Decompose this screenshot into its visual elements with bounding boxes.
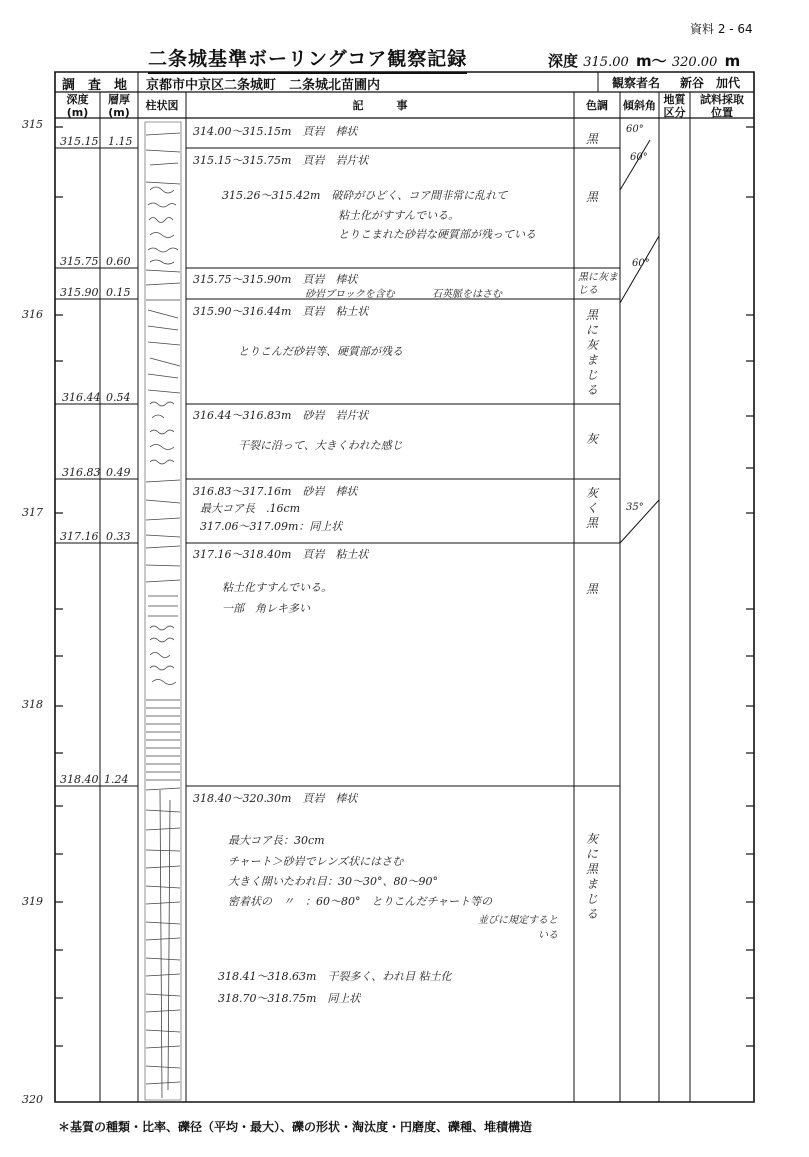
color-value: 黒に灰まじる xyxy=(578,272,618,296)
note-line: 318.40〜320.30m 頁岩 棒状 xyxy=(193,792,358,805)
layer-depth: 315.15 xyxy=(60,135,99,148)
note-line: 317.16〜318.40m 頁岩 粘土状 xyxy=(193,548,369,561)
layer-depth: 316.83 xyxy=(62,466,101,479)
color-value: 黒 xyxy=(585,190,598,204)
color-value: 黒に灰まじる xyxy=(585,308,598,397)
thickness-unit: (m) xyxy=(108,106,130,119)
depth-from-unit: m〜 xyxy=(635,52,667,70)
column-header-notes: 記 事 xyxy=(352,99,408,112)
column-header-thickness xyxy=(100,93,138,119)
depth-label: 深度 xyxy=(66,93,89,106)
margin-depth: 315 xyxy=(22,118,43,131)
layer-thickness: 0.49 xyxy=(106,466,131,479)
layer-depth: 315.90 xyxy=(60,286,99,299)
color-value: 黒 xyxy=(585,582,598,596)
column-header-sampling: 試料採取位置 xyxy=(700,93,744,119)
color-value: 灰に黒まじる xyxy=(585,832,598,921)
margin-depth: 319 xyxy=(22,895,43,908)
dip-angle: 60° xyxy=(630,152,648,163)
survey-site-label: 調 査 地 xyxy=(62,78,128,93)
note-line: 粘土化すすんでいる。 xyxy=(222,581,333,594)
layer-thickness: 1.24 xyxy=(104,773,129,786)
note-line: 316.44〜316.83m 砂岩 岩片状 xyxy=(193,409,369,422)
layer-thickness: 1.15 xyxy=(108,135,133,148)
layer-thickness: 0.60 xyxy=(106,255,131,268)
note-line: 315.26〜315.42m 破砕がひどく、コア間非常に乱れて xyxy=(222,189,508,202)
core-column-figure xyxy=(145,122,181,1100)
column-header-color: 色調 xyxy=(586,99,608,112)
note-line: 318.70〜318.75m 同上状 xyxy=(218,992,361,1005)
margin-depth: 317 xyxy=(22,506,43,519)
note-line: 317.06〜317.09m：同上状 xyxy=(200,520,343,533)
thickness-label: 層厚 xyxy=(108,93,130,106)
note-line: 石英脈をはさむ xyxy=(432,289,502,300)
note-line: 一部 角レキ多い xyxy=(222,602,310,615)
depth-from: 315.00 xyxy=(583,55,629,70)
document-reference: 資料 2 - 64 xyxy=(690,22,753,36)
note-line: 干裂に沿って、大きくわれた感じ xyxy=(238,439,403,452)
column-header-geo: 地質区分 xyxy=(663,93,686,119)
layer-thickness: 0.54 xyxy=(106,391,131,404)
dip-angle: 60° xyxy=(626,124,644,135)
observer-value: 新谷 加代 xyxy=(680,76,741,90)
margin-depth: 316 xyxy=(22,308,43,321)
note-line: 並びに規定すると xyxy=(478,915,558,926)
footnote: ＊基質の種類・比率、礫径（平均・最大）、礫の形状・淘汰度・円磨度、礫種、堆積構造 xyxy=(58,1120,533,1134)
color-value: 黒 xyxy=(585,132,598,146)
depth-to: 320.00 xyxy=(671,55,718,70)
note-line: 密着状の 〃 ：60〜80° とりこんだチャート等の xyxy=(228,895,493,908)
note-line: 砂岩ブロックを含む xyxy=(305,289,395,300)
survey-site-value: 京都市中京区二条城町 二条城北苗圃内 xyxy=(146,78,381,93)
note-line: チャート＞砂岩でレンズ状にはさむ xyxy=(228,855,404,868)
layer-depth: 315.75 xyxy=(60,255,99,268)
note-line: とりこまれた砂岩な硬質部が残っている xyxy=(338,228,536,241)
depth-range-label: 深度 xyxy=(548,52,579,70)
observer-label: 観察者名 xyxy=(612,76,661,90)
color-value: 灰 xyxy=(585,432,598,446)
note-line: いる xyxy=(538,930,558,941)
note-line: とりこんだ砂岩等、硬質部が残る xyxy=(238,345,403,358)
depth-unit: (m) xyxy=(66,106,89,119)
note-line: 318.41〜318.63m 干裂多く、われ目 粘土化 xyxy=(218,970,452,983)
column-header-depth xyxy=(55,93,100,119)
note-line: 314.00〜315.15m 頁岩 棒状 xyxy=(193,125,358,138)
column-header-column-figure: 柱状図 xyxy=(145,99,179,112)
note-line: 315.15〜315.75m 頁岩 岩片状 xyxy=(193,154,369,167)
note-line: 最大コア長 .16cm xyxy=(200,502,301,515)
margin-depth: 318 xyxy=(22,698,43,711)
note-line: 315.75〜315.90m 頁岩 棒状 xyxy=(193,273,358,286)
color-value: 灰く黒 xyxy=(585,486,598,530)
layer-depth: 317.16 xyxy=(60,530,99,543)
layer-thickness: 0.33 xyxy=(106,530,131,543)
dip-angle: 60° xyxy=(632,258,650,269)
layer-thickness: 0.15 xyxy=(106,286,131,299)
column-header-dip: 傾斜角 xyxy=(623,99,656,112)
layer-depth: 316.44 xyxy=(62,391,101,404)
note-line: 最大コア長：30cm xyxy=(228,834,325,847)
note-line: 大きく開いたわれ目：30〜30°、80〜90° xyxy=(228,875,438,888)
depth-to-unit: m xyxy=(724,52,741,70)
dip-angle: 35° xyxy=(626,502,644,513)
note-line: 粘土化がすすんでいる。 xyxy=(338,209,460,222)
note-line: 316.83〜317.16m 砂岩 棒状 xyxy=(193,485,358,498)
note-line: 315.90〜316.44m 頁岩 粘土状 xyxy=(193,305,369,318)
page-title: 二条城基準ボーリングコア観察記録 xyxy=(148,44,467,74)
margin-depth: 320 xyxy=(22,1093,43,1106)
layer-depth: 318.40 xyxy=(60,773,99,786)
